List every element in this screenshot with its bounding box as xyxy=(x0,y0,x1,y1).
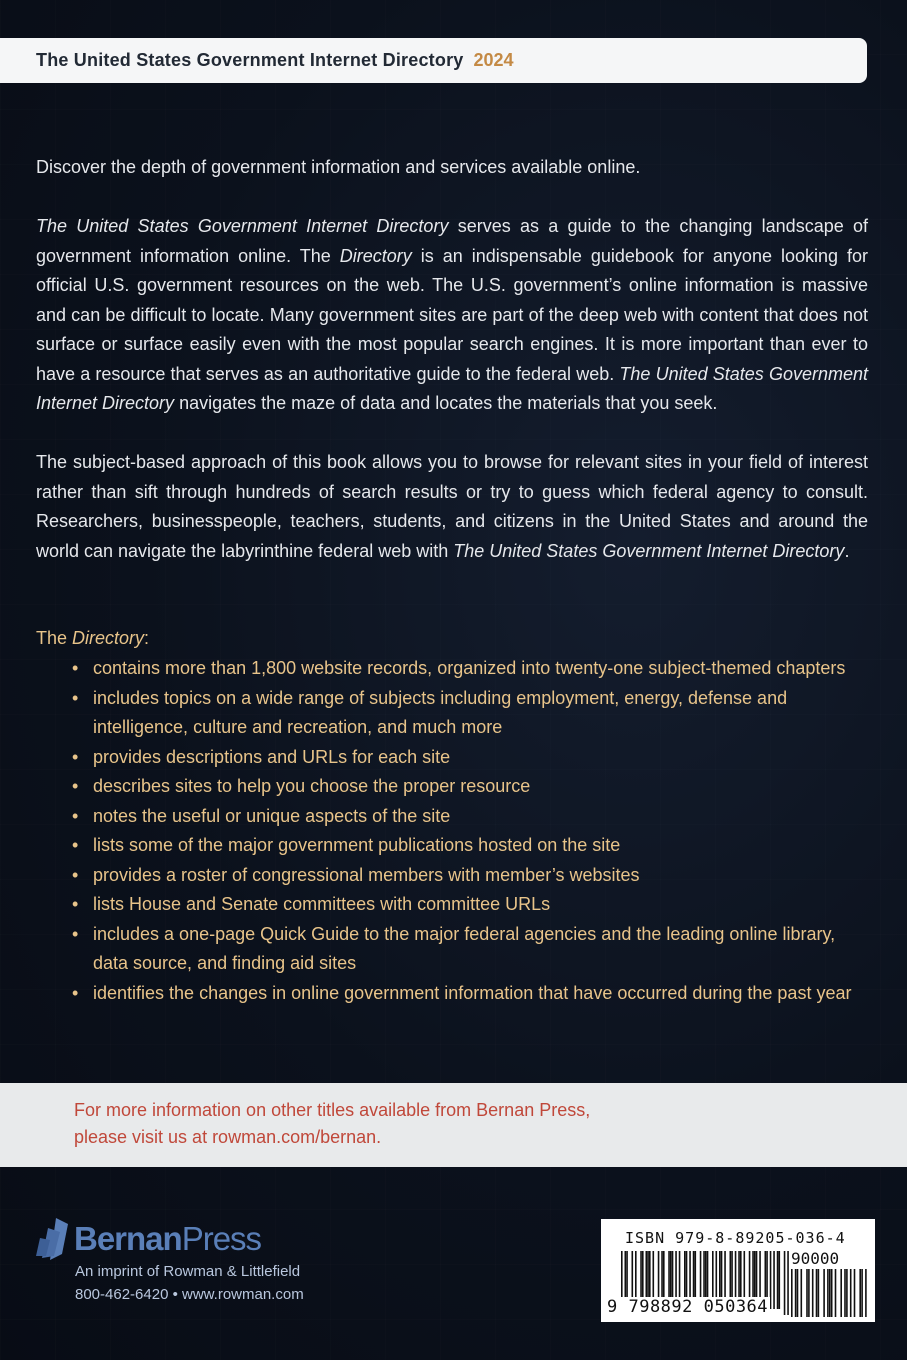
barcode-addon-bar xyxy=(827,1269,829,1317)
barcode-addon-bar xyxy=(861,1269,863,1317)
description-paragraph-1 xyxy=(36,212,868,419)
description-paragraph-2 xyxy=(36,448,868,566)
barcode-addon-bar xyxy=(812,1269,814,1317)
barcode-addon-bar xyxy=(835,1269,837,1317)
text-span: is an indispensable guidebook for anyone looking for official U.S. government resources on the web. The U.S. government’s online information is massive and can be difficult to locate. Many government sites are part of the deep web with content that does not surface or surface easily even with the most popular search engines. It is more important than ever to have a resource that serves as an authoritative guide to the federal web. xyxy=(36,245,868,384)
directory-heading xyxy=(36,624,868,654)
barcode-addon-bar xyxy=(797,1269,799,1317)
barcode-bar xyxy=(773,1251,775,1309)
barcode-addon-bar xyxy=(854,1269,856,1317)
book-title: The United States Government Internet Directory xyxy=(36,50,464,70)
barcode-bar xyxy=(779,1251,781,1309)
imprint-line: An imprint of Rowman & Littlefield xyxy=(75,1263,301,1280)
barcode-bar xyxy=(784,1251,786,1315)
title-bar xyxy=(0,38,867,83)
list-item: • lists some of the major government publications hosted on the site xyxy=(72,831,868,861)
promo-band xyxy=(0,1083,907,1167)
barcode-addon-bar xyxy=(859,1269,861,1317)
barcode-addon-bar xyxy=(801,1269,803,1317)
publisher-name-bold: Bernan xyxy=(74,1220,182,1257)
text-span: : xyxy=(144,628,150,648)
barcode-addon-bar xyxy=(823,1269,825,1317)
barcode-addon-bar xyxy=(840,1269,842,1317)
barcode-box xyxy=(601,1219,875,1322)
barcode-addon-bar xyxy=(829,1269,831,1317)
isbn-text: ISBN 979-8-89205-036-4 xyxy=(625,1229,846,1247)
barcode-addon-bar xyxy=(844,1269,846,1317)
list-item: • contains more than 1,800 website records, organized into twenty-one subject-themed chapters xyxy=(72,654,868,684)
barcode-bar xyxy=(787,1251,789,1315)
list-item: • includes topics on a wide range of subjects including employment, energy, defense and intelligence, culture and recreation, and much more xyxy=(72,684,868,743)
directory-italic: Directory xyxy=(339,245,412,266)
intro-line: Discover the depth of government information and services available online. xyxy=(36,157,641,177)
text-span: The xyxy=(36,628,73,648)
text-span: The subject-based approach of this book allows you to browse for relevant sites in your field of interest rather than sift through hundreds of search results or try to guess which federal agency to consult. Researchers, businesspeople, teachers, students, and citizens in the United States and around the world can navigate the labyrinthine federal web with xyxy=(36,452,868,561)
barcode-addon-bar xyxy=(831,1269,833,1317)
publisher-name-light: Press xyxy=(181,1220,262,1257)
list-item: • provides descriptions and URLs for each site xyxy=(72,743,868,773)
barcode-addon-bar xyxy=(791,1269,793,1317)
ean-number: 9 798892 050364 xyxy=(607,1297,769,1317)
barcode-addon-bar xyxy=(846,1269,848,1317)
text-span: . xyxy=(844,540,850,561)
text-span: navigates the maze of data and locates the materials that you seek. xyxy=(174,393,718,413)
promo-line-1: For more information on other titles available from Bernan Press, xyxy=(74,1100,591,1120)
bernan-logo-icon xyxy=(36,1216,72,1262)
title-italic: The United States Government Internet Directory xyxy=(36,363,869,413)
barcode-addon-bar xyxy=(850,1269,852,1317)
book-year: 2024 xyxy=(473,50,514,70)
barcode-bar xyxy=(777,1251,779,1309)
barcode-addon-bar xyxy=(806,1269,808,1317)
list-item: • lists House and Senate committees with committee URLs xyxy=(72,890,868,920)
list-item: • notes the useful or unique aspects of the site xyxy=(72,802,868,832)
list-item: • includes a one-page Quick Guide to the major federal agencies and the leading online library, data source, and finding aid sites xyxy=(72,920,868,979)
text-span: serves as a guide to the changing landscape of government information online. The xyxy=(36,216,868,266)
contact-line: 800-462-6420 • www.rowman.com xyxy=(75,1286,304,1303)
barcode-addon-bar xyxy=(818,1269,820,1317)
directory-italic: Directory xyxy=(72,628,145,648)
barcode-addon-bar xyxy=(808,1269,810,1317)
feature-list xyxy=(72,654,868,1008)
barcode-addon-bar xyxy=(816,1269,818,1317)
list-item: • provides a roster of congressional members with member’s websites xyxy=(72,861,868,891)
barcode-addon-bar xyxy=(865,1269,867,1317)
barcode-addon-bar xyxy=(795,1269,797,1317)
price-code: 90000 xyxy=(791,1249,840,1268)
title-italic: The United States Government Internet Directory xyxy=(453,540,845,561)
publisher-name xyxy=(74,1220,261,1258)
list-item: • describes sites to help you choose the proper resource xyxy=(72,772,868,802)
promo-link-line[interactable]: please visit us at rowman.com/bernan. xyxy=(74,1127,382,1147)
list-item: • identifies the changes in online government information that have occurred during the past year xyxy=(72,979,868,1009)
title-italic: The United States Government Internet Directory xyxy=(36,216,449,236)
